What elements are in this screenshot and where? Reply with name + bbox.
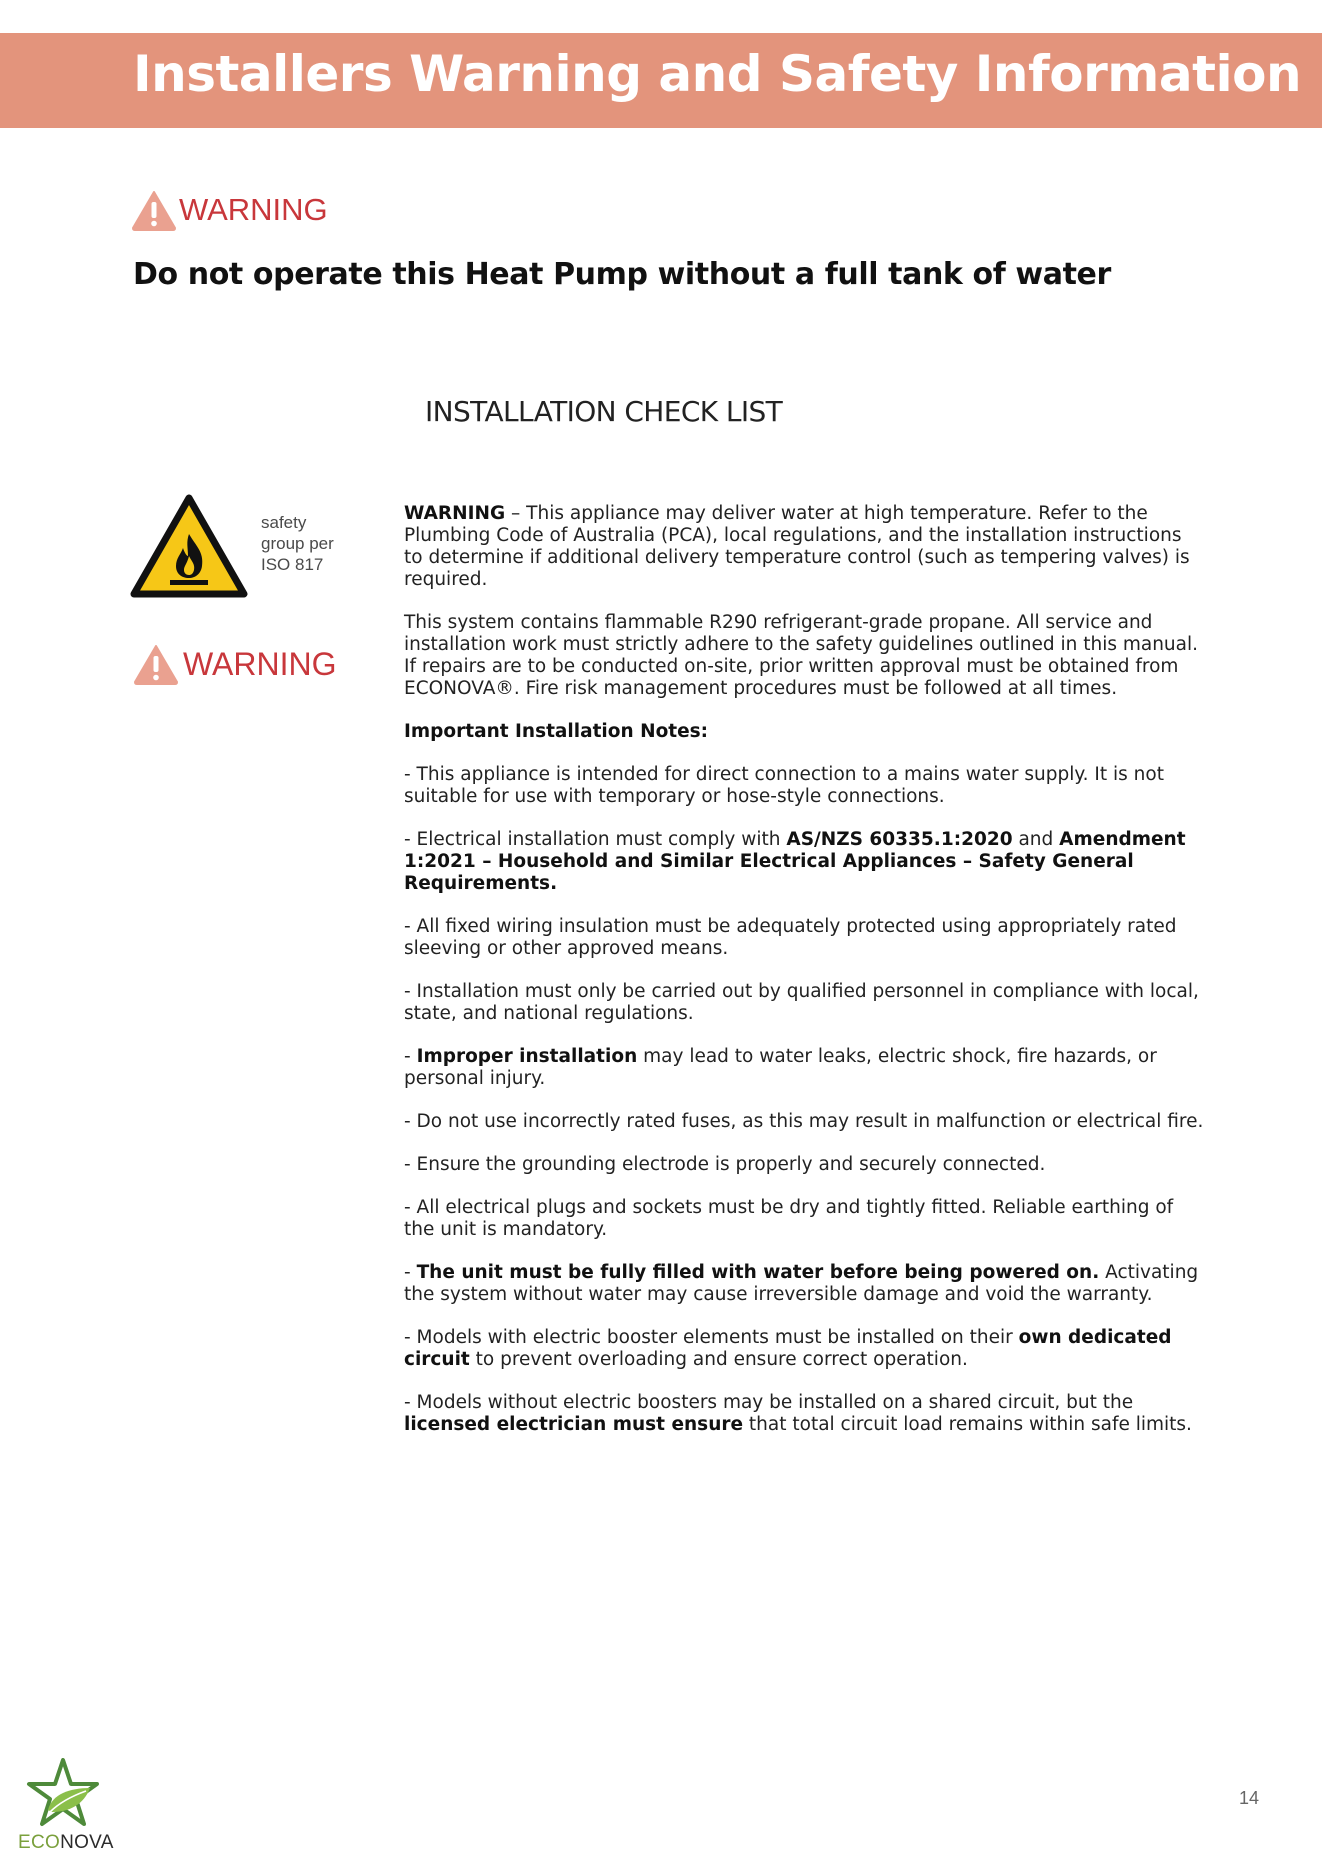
note-fuses: - Do not use incorrectly rated fuses, as this may result in malfunction or electrical fire. (404, 1111, 1204, 1132)
page-title: Installers Warning and Safety Information (133, 45, 1302, 103)
warning-triangle-icon (131, 189, 177, 231)
caption-line: ISO 817 (261, 555, 324, 574)
page-number: 14 (1239, 1788, 1260, 1808)
caption-line: safety (261, 513, 307, 532)
star-leaf-icon (26, 1758, 100, 1830)
note-qualified-personnel: - Installation must only be carried out by qualified personnel in compliance with local, state, and national regulations. (404, 981, 1199, 1024)
header-banner (0, 33, 1322, 128)
note-plugs-sockets: - All electrical plugs and sockets must be dry and tightly fitted. Reliable earthing of the unit is mandatory. (404, 1197, 1174, 1240)
econova-logo (18, 1758, 118, 1854)
note-grounding: - Ensure the grounding electrode is properly and securely connected. (404, 1154, 1046, 1175)
operation-warning-heading: Do not operate this Heat Pump without a full tank of water (133, 257, 1111, 292)
warning-triangle-icon (133, 643, 179, 685)
warning-label: WARNING (183, 645, 337, 682)
flammable-hazard-icon (130, 494, 248, 600)
note-improper-installation: - Improper installation may lead to water leaks, electric shock, fire hazards, or personal injury. (404, 1046, 1157, 1089)
note-fill-before-power: - The unit must be fully filled with water before being powered on. Activating the system without water may cause irreversible damage and void the warranty. (404, 1262, 1199, 1305)
safety-group-caption (261, 512, 361, 575)
warning-label: WARNING (179, 192, 328, 227)
note-shared-circuit: - Models without electric boosters may be installed on a shared circuit, but the licensed electrician must ensure that total circuit load remains within safe limits. (404, 1392, 1192, 1435)
warning-badge-top (131, 189, 328, 231)
notes-heading: Important Installation Notes: (404, 721, 709, 742)
note-wiring-insulation: - All fixed wiring insulation must be adequately protected using appropriately rated sleeving or other approved means. (404, 916, 1177, 959)
checklist-title: INSTALLATION CHECK LIST (425, 395, 783, 428)
checklist-body (404, 503, 1204, 1457)
caption-line: group per (261, 534, 334, 553)
warning-badge-side (133, 643, 336, 685)
flammable-refrigerant-notice: This system contains flammable R290 refrigerant-grade propane. All service and installation work must strictly adhere to the safety guidelines outlined in this manual. If repairs are to be conducted on-site, prior written approval must be obtained from ECONOVA®. Fire risk management procedures must be followed at all times. (404, 612, 1199, 699)
note-electrical-standard: - Electrical installation must comply with AS/NZS 60335.1:2020 and Amendment 1:2021 – Household and Similar Electrical Appliances – Safety General Requirements. (404, 829, 1186, 894)
brand-wordmark: ECONOVA (18, 1832, 114, 1853)
note-dedicated-circuit: - Models with electric booster elements must be installed on their own dedicated circuit to prevent overloading and ensure correct operation. (404, 1327, 1172, 1370)
high-temperature-warning: WARNING – This appliance may deliver water at high temperature. Refer to the Plumbing Code of Australia (PCA), local regulations, and the installation instructions to determine if additional delivery temperature control (such as tempering valves) is required. (404, 503, 1190, 590)
note-mains-connection: - This appliance is intended for direct connection to a mains water supply. It is not suitable for use with temporary or hose-style connections. (404, 764, 1164, 807)
